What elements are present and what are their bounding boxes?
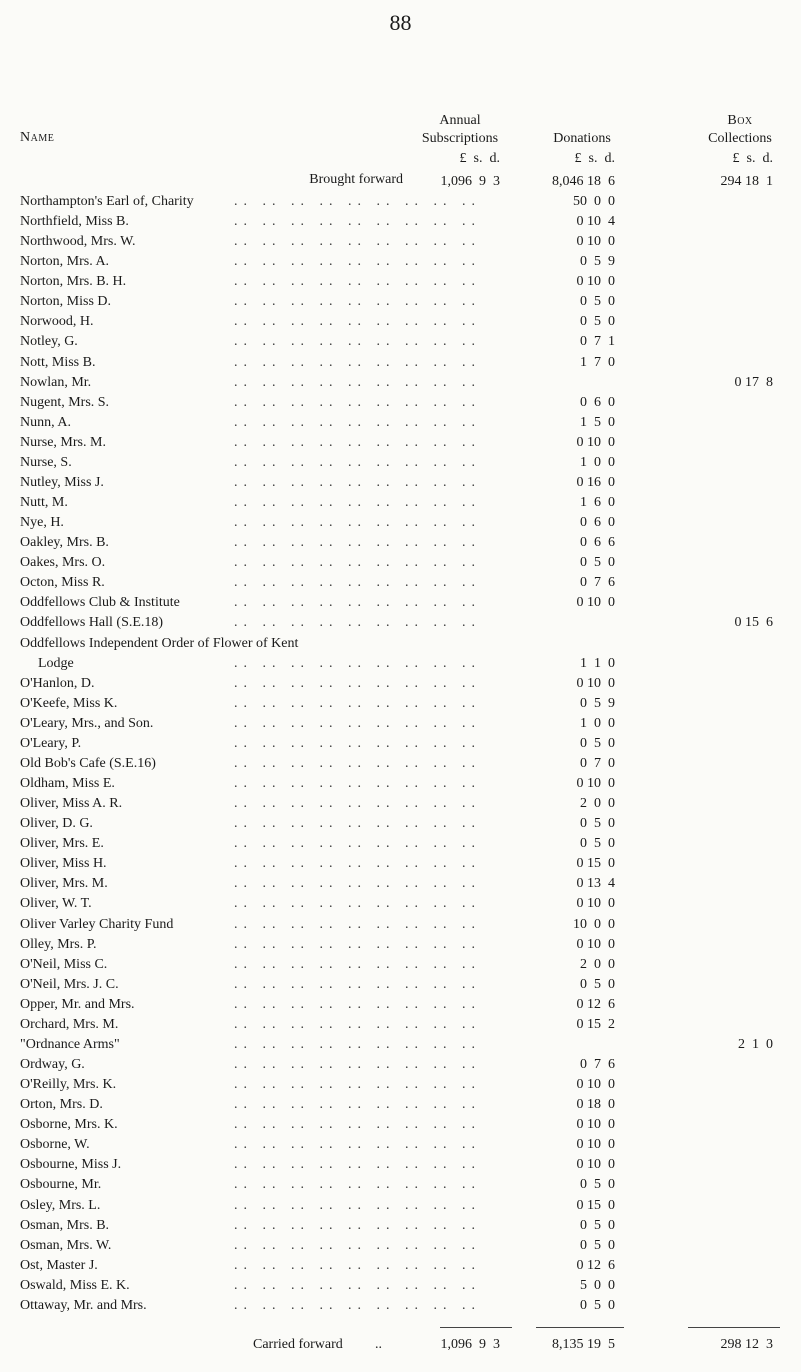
- name-column-header: Name: [20, 130, 55, 145]
- donations-header: Donations: [553, 131, 611, 146]
- donation-amount: 0 15 2: [576, 1017, 615, 1032]
- leader-dots: .. .. .. .. .. .. .. .. ..: [234, 937, 481, 952]
- donation-amount: 0 10 0: [576, 1117, 615, 1132]
- donation-amount: 0 10 0: [576, 937, 615, 952]
- donor-name: Nurse, Mrs. M.: [20, 435, 106, 450]
- donation-amount: 0 10 4: [576, 214, 615, 229]
- donation-amount: 0 5 0: [580, 816, 615, 831]
- donation-amount: 0 10 0: [576, 435, 615, 450]
- donation-amount: 0 16 0: [576, 475, 615, 490]
- table-row: [0, 1296, 801, 1316]
- donor-name: Orchard, Mrs. M.: [20, 1017, 119, 1032]
- table-row: [0, 1035, 801, 1055]
- donation-amount: 0 12 6: [576, 1258, 615, 1273]
- box-total-rule: [688, 1327, 780, 1328]
- leader-dots: .. .. .. .. .. .. .. .. ..: [234, 375, 481, 390]
- donations-total-rule: [536, 1327, 624, 1328]
- leader-dots: .. .. .. .. .. .. .. .. ..: [234, 1137, 481, 1152]
- leader-dots: .. .. .. .. .. .. .. .. ..: [234, 495, 481, 510]
- leader-dots: .. .. .. .. .. .. .. .. ..: [234, 917, 481, 932]
- leader-dots: .. .. .. .. .. .. .. .. ..: [234, 575, 481, 590]
- table-row: [0, 292, 801, 312]
- donor-name: Oddfellows Hall (S.E.18): [20, 615, 164, 630]
- donation-amount: 0 5 0: [580, 1298, 615, 1313]
- leader-dots: .. .. .. .. .. .. .. .. ..: [234, 475, 481, 490]
- table-row: [0, 393, 801, 413]
- leader-dots: .. .. .. .. .. .. .. .. ..: [234, 957, 481, 972]
- table-row: [0, 272, 801, 292]
- table-row: [0, 674, 801, 694]
- donor-name: Osley, Mrs. L.: [20, 1198, 101, 1213]
- donor-name: Osborne, W.: [20, 1137, 90, 1152]
- donor-name: Oldham, Miss E.: [20, 776, 115, 791]
- donation-amount: 1 6 0: [580, 495, 615, 510]
- leader-dots: .. .. .. .. .. .. .. .. ..: [234, 1218, 481, 1233]
- table-row: [0, 1236, 801, 1256]
- donor-name: Northampton's Earl of, Charity: [20, 194, 194, 209]
- table-row: [0, 894, 801, 914]
- leader-dots: .. .. .. .. .. .. .. .. ..: [234, 656, 481, 671]
- page-number: 88: [389, 10, 412, 35]
- donor-name: Osbourne, Mr.: [20, 1177, 102, 1192]
- donor-name: O'Neil, Mrs. J. C.: [20, 977, 119, 992]
- leader-dots: .. .. .. .. .. .. .. .. ..: [234, 1298, 481, 1313]
- table-row: [0, 1196, 801, 1216]
- leader-dots: .. .. .. .. .. .. .. .. ..: [234, 355, 481, 370]
- donation-amount: 1 5 0: [580, 415, 615, 430]
- donor-name: Lodge: [38, 656, 74, 671]
- donation-amount: 1 1 0: [580, 656, 615, 671]
- table-row: [0, 473, 801, 493]
- donation-amount: 0 13 4: [576, 876, 615, 891]
- table-row: [0, 252, 801, 272]
- table-row: [0, 1055, 801, 1075]
- donor-name: Nott, Miss B.: [20, 355, 96, 370]
- brought-forward-annual: 1,096 9 3: [440, 174, 500, 189]
- table-row: [0, 814, 801, 834]
- leader-dots: .. .. .. .. .. .. .. .. ..: [234, 294, 481, 309]
- box-collection-amount: 0 15 6: [734, 615, 773, 630]
- donation-amount: 1 7 0: [580, 355, 615, 370]
- leader-dots: .. .. .. .. .. .. .. .. ..: [234, 555, 481, 570]
- box-units: £ s. d.: [732, 151, 773, 166]
- table-row: [0, 1115, 801, 1135]
- annual-header-line2: Subscriptions: [421, 131, 499, 146]
- table-row: [0, 1175, 801, 1195]
- box-header-line2: Collections: [708, 131, 772, 146]
- donor-name: O'Reilly, Mrs. K.: [20, 1077, 117, 1092]
- donor-name: Osborne, Mrs. K.: [20, 1117, 118, 1132]
- donor-name: Northfield, Miss B.: [20, 214, 129, 229]
- leader-dots: .. .. .. .. .. .. .. .. ..: [234, 615, 481, 630]
- table-row: [0, 874, 801, 894]
- donor-name: Ordway, G.: [20, 1057, 85, 1072]
- box-header-line1: Box: [727, 113, 753, 128]
- donor-name: O'Leary, P.: [20, 736, 82, 751]
- leader-dots: .. .. .. .. .. .. .. .. ..: [234, 676, 481, 691]
- donor-name: Olley, Mrs. P.: [20, 937, 97, 952]
- leader-dots: .. .. .. .. .. .. .. .. ..: [234, 1077, 481, 1092]
- donor-name: Oliver, W. T.: [20, 896, 92, 911]
- donor-name: Oliver, Mrs. M.: [20, 876, 108, 891]
- donation-amount: 1 0 0: [580, 455, 615, 470]
- brought-forward-label: Brought forward: [309, 172, 403, 187]
- table-row: [0, 794, 801, 814]
- donation-amount: 0 5 0: [580, 736, 615, 751]
- donor-name: Notley, G.: [20, 334, 78, 349]
- carried-forward-annual: 1,096 9 3: [440, 1337, 500, 1352]
- table-row: [0, 192, 801, 212]
- donations-units: £ s. d.: [574, 151, 615, 166]
- table-row: [0, 373, 801, 393]
- table-row: [0, 694, 801, 714]
- annual-header-line1: Annual: [439, 113, 481, 128]
- donation-amount: 0 10 0: [576, 896, 615, 911]
- donation-amount: 0 7 6: [580, 1057, 615, 1072]
- leader-dots: .. .. .. .. .. .. .. .. ..: [234, 876, 481, 891]
- leader-dots: .. .. .. .. .. .. .. .. ..: [234, 254, 481, 269]
- donor-name: Nugent, Mrs. S.: [20, 395, 110, 410]
- leader-dots: .. .. .. .. .. .. .. .. ..: [234, 1238, 481, 1253]
- table-row: [0, 573, 801, 593]
- table-row: [0, 654, 801, 674]
- donor-name: O'Leary, Mrs., and Son.: [20, 716, 154, 731]
- donor-name: Norton, Mrs. B. H.: [20, 274, 127, 289]
- donation-amount: 0 5 0: [580, 555, 615, 570]
- donor-name: O'Hanlon, D.: [20, 676, 95, 691]
- donation-amount: 10 0 0: [573, 917, 615, 932]
- donor-name: Osman, Mrs. W.: [20, 1238, 112, 1253]
- donation-amount: 0 5 0: [580, 314, 615, 329]
- leader-dots: .. .. .. .. .. .. .. .. ..: [234, 194, 481, 209]
- donor-name: O'Keefe, Miss K.: [20, 696, 118, 711]
- donor-name: Oakes, Mrs. O.: [20, 555, 106, 570]
- donor-name: Norwood, H.: [20, 314, 94, 329]
- leader-dots: .. .. .. .. .. .. .. .. ..: [234, 314, 481, 329]
- table-row: [0, 915, 801, 935]
- donor-name: Nunn, A.: [20, 415, 71, 430]
- donation-amount: 0 10 0: [576, 1137, 615, 1152]
- table-row: [0, 513, 801, 533]
- donation-amount: 0 10 0: [576, 1157, 615, 1172]
- table-row: [0, 854, 801, 874]
- leader-dots: .. .. .. .. .. .. .. .. ..: [234, 1198, 481, 1213]
- table-row: [0, 634, 801, 654]
- leader-dots: .. .. .. .. .. .. .. .. ..: [234, 1037, 481, 1052]
- leader-dots: .. .. .. .. .. .. .. .. ..: [234, 997, 481, 1012]
- donation-amount: 0 10 0: [576, 234, 615, 249]
- table-row: [0, 1276, 801, 1296]
- box-collection-amount: 0 17 8: [734, 375, 773, 390]
- donor-name: Oddfellows Club & Institute: [20, 595, 180, 610]
- leader-dots: .. .. .. .. .. .. .. .. ..: [234, 395, 481, 410]
- donor-name: Oddfellows Independent Order of Flower of Kent: [20, 636, 299, 651]
- leader-dots: .. .. .. .. .. .. .. .. ..: [234, 1157, 481, 1172]
- donation-amount: 0 6 0: [580, 515, 615, 530]
- donor-name: Octon, Miss R.: [20, 575, 105, 590]
- brought-forward-box: 294 18 1: [720, 174, 773, 189]
- donor-name: Oliver Varley Charity Fund: [20, 917, 174, 932]
- donation-amount: 1 0 0: [580, 716, 615, 731]
- table-row: [0, 353, 801, 373]
- leader-dots: .. .. .. .. .. .. .. .. ..: [234, 716, 481, 731]
- table-row: [0, 232, 801, 252]
- table-row: [0, 1095, 801, 1115]
- leader-dots: .. .. .. .. .. .. .. .. ..: [234, 1117, 481, 1132]
- leader-dots: .. .. .. .. .. .. .. .. ..: [234, 776, 481, 791]
- table-row: [0, 413, 801, 433]
- donation-amount: 2 0 0: [580, 957, 615, 972]
- donation-amount: 0 6 6: [580, 535, 615, 550]
- table-row: [0, 975, 801, 995]
- donation-amount: 0 5 0: [580, 1238, 615, 1253]
- table-row: [0, 935, 801, 955]
- annual-total-rule: [440, 1327, 512, 1328]
- table-row: [0, 1075, 801, 1095]
- donor-name: O'Neil, Miss C.: [20, 957, 108, 972]
- leader-dots: .. .. .. .. .. .. .. .. ..: [234, 796, 481, 811]
- donor-name: Norton, Mrs. A.: [20, 254, 110, 269]
- leader-dots: .. .. .. .. .. .. .. .. ..: [234, 816, 481, 831]
- donation-amount: 0 5 0: [580, 1177, 615, 1192]
- donation-amount: 0 10 0: [576, 595, 615, 610]
- donor-name: Nye, H.: [20, 515, 64, 530]
- table-row: [0, 955, 801, 975]
- donor-name: Oliver, D. G.: [20, 816, 93, 831]
- leader-dots: .. .. .. .. .. .. .. .. ..: [234, 535, 481, 550]
- donation-amount: 2 0 0: [580, 796, 615, 811]
- donor-name: Orton, Mrs. D.: [20, 1097, 103, 1112]
- table-row: [0, 553, 801, 573]
- brought-forward-donations: 8,046 18 6: [552, 174, 615, 189]
- donor-name: Nutley, Miss J.: [20, 475, 104, 490]
- carried-forward-box: 298 12 3: [720, 1337, 773, 1352]
- table-row: [0, 1256, 801, 1276]
- donor-name: Osman, Mrs. B.: [20, 1218, 110, 1233]
- table-row: [0, 593, 801, 613]
- donor-name: Ottaway, Mr. and Mrs.: [20, 1298, 147, 1313]
- donation-amount: 0 10 0: [576, 676, 615, 691]
- leader-dots: .. .. .. .. .. .. .. .. ..: [234, 1057, 481, 1072]
- leader-dots: .. .. .. .. .. .. .. .. ..: [234, 856, 481, 871]
- donor-name: Old Bob's Cafe (S.E.16): [20, 756, 156, 771]
- leader-dots: .. .. .. .. .. .. .. .. ..: [234, 1258, 481, 1273]
- donor-name: Nutt, M.: [20, 495, 68, 510]
- donation-amount: 0 7 0: [580, 756, 615, 771]
- donation-amount: 0 5 0: [580, 977, 615, 992]
- table-row: [0, 433, 801, 453]
- donation-amount: 0 10 0: [576, 274, 615, 289]
- donation-amount: 0 5 9: [580, 254, 615, 269]
- carried-forward-dots: ..: [375, 1337, 382, 1352]
- donor-name: Oswald, Miss E. K.: [20, 1278, 130, 1293]
- donation-amount: 0 15 0: [576, 856, 615, 871]
- table-row: [0, 714, 801, 734]
- leader-dots: .. .. .. .. .. .. .. .. ..: [234, 435, 481, 450]
- donation-amount: 5 0 0: [580, 1278, 615, 1293]
- table-row: [0, 1216, 801, 1236]
- brought-forward-row: [0, 172, 801, 192]
- table-row: [0, 1135, 801, 1155]
- leader-dots: .. .. .. .. .. .. .. .. ..: [234, 1097, 481, 1112]
- table-row: [0, 754, 801, 774]
- donation-amount: 0 5 0: [580, 836, 615, 851]
- donor-name: Osbourne, Miss J.: [20, 1157, 122, 1172]
- donation-amount: 0 10 0: [576, 776, 615, 791]
- table-row: [0, 212, 801, 232]
- table-row: [0, 453, 801, 473]
- donation-amount: 0 6 0: [580, 395, 615, 410]
- leader-dots: .. .. .. .. .. .. .. .. ..: [234, 334, 481, 349]
- leader-dots: .. .. .. .. .. .. .. .. ..: [234, 234, 481, 249]
- leader-dots: .. .. .. .. .. .. .. .. ..: [234, 1278, 481, 1293]
- donation-amount: 0 12 6: [576, 997, 615, 1012]
- donation-amount: 0 18 0: [576, 1097, 615, 1112]
- leader-dots: .. .. .. .. .. .. .. .. ..: [234, 214, 481, 229]
- donor-name: Oakley, Mrs. B.: [20, 535, 109, 550]
- leader-dots: .. .. .. .. .. .. .. .. ..: [234, 595, 481, 610]
- table-row: [0, 1155, 801, 1175]
- donation-amount: 0 7 6: [580, 575, 615, 590]
- donor-name: Ost, Master J.: [20, 1258, 98, 1273]
- leader-dots: .. .. .. .. .. .. .. .. ..: [234, 977, 481, 992]
- donation-amount: 0 15 0: [576, 1198, 615, 1213]
- leader-dots: .. .. .. .. .. .. .. .. ..: [234, 455, 481, 470]
- table-row: [0, 734, 801, 754]
- leader-dots: .. .. .. .. .. .. .. .. ..: [234, 274, 481, 289]
- donation-amount: 0 5 0: [580, 1218, 615, 1233]
- donor-name: "Ordnance Arms": [20, 1037, 120, 1052]
- table-row: [0, 332, 801, 352]
- leader-dots: .. .. .. .. .. .. .. .. ..: [234, 836, 481, 851]
- donor-name: Nowlan, Mr.: [20, 375, 92, 390]
- carried-forward-label: Carried forward: [253, 1337, 343, 1352]
- donor-name: Norton, Miss D.: [20, 294, 112, 309]
- carried-forward-donations: 8,135 19 5: [552, 1337, 615, 1352]
- donation-amount: 0 5 9: [580, 696, 615, 711]
- leader-dots: .. .. .. .. .. .. .. .. ..: [234, 896, 481, 911]
- box-collection-amount: 2 1 0: [738, 1037, 773, 1052]
- leader-dots: .. .. .. .. .. .. .. .. ..: [234, 515, 481, 530]
- annual-units: £ s. d.: [459, 151, 500, 166]
- leader-dots: .. .. .. .. .. .. .. .. ..: [234, 736, 481, 751]
- table-row: [0, 995, 801, 1015]
- table-row: [0, 493, 801, 513]
- table-row: [0, 774, 801, 794]
- table-row: [0, 533, 801, 553]
- table-row: [0, 312, 801, 332]
- leader-dots: .. .. .. .. .. .. .. .. ..: [234, 415, 481, 430]
- table-row: [0, 1015, 801, 1035]
- donor-name: Oliver, Mrs. E.: [20, 836, 104, 851]
- donation-amount: 0 7 1: [580, 334, 615, 349]
- leader-dots: .. .. .. .. .. .. .. .. ..: [234, 1177, 481, 1192]
- table-row: [0, 834, 801, 854]
- donor-name: Opper, Mr. and Mrs.: [20, 997, 135, 1012]
- donation-amount: 0 10 0: [576, 1077, 615, 1092]
- leader-dots: .. .. .. .. .. .. .. .. ..: [234, 756, 481, 771]
- leader-dots: .. .. .. .. .. .. .. .. ..: [234, 1017, 481, 1032]
- donor-name: Oliver, Miss H.: [20, 856, 107, 871]
- donor-name: Northwood, Mrs. W.: [20, 234, 136, 249]
- donation-amount: 50 0 0: [573, 194, 615, 209]
- donation-amount: 0 5 0: [580, 294, 615, 309]
- leader-dots: .. .. .. .. .. .. .. .. ..: [234, 696, 481, 711]
- table-row: [0, 613, 801, 633]
- donor-name: Nurse, S.: [20, 455, 72, 470]
- donor-name: Oliver, Miss A. R.: [20, 796, 123, 811]
